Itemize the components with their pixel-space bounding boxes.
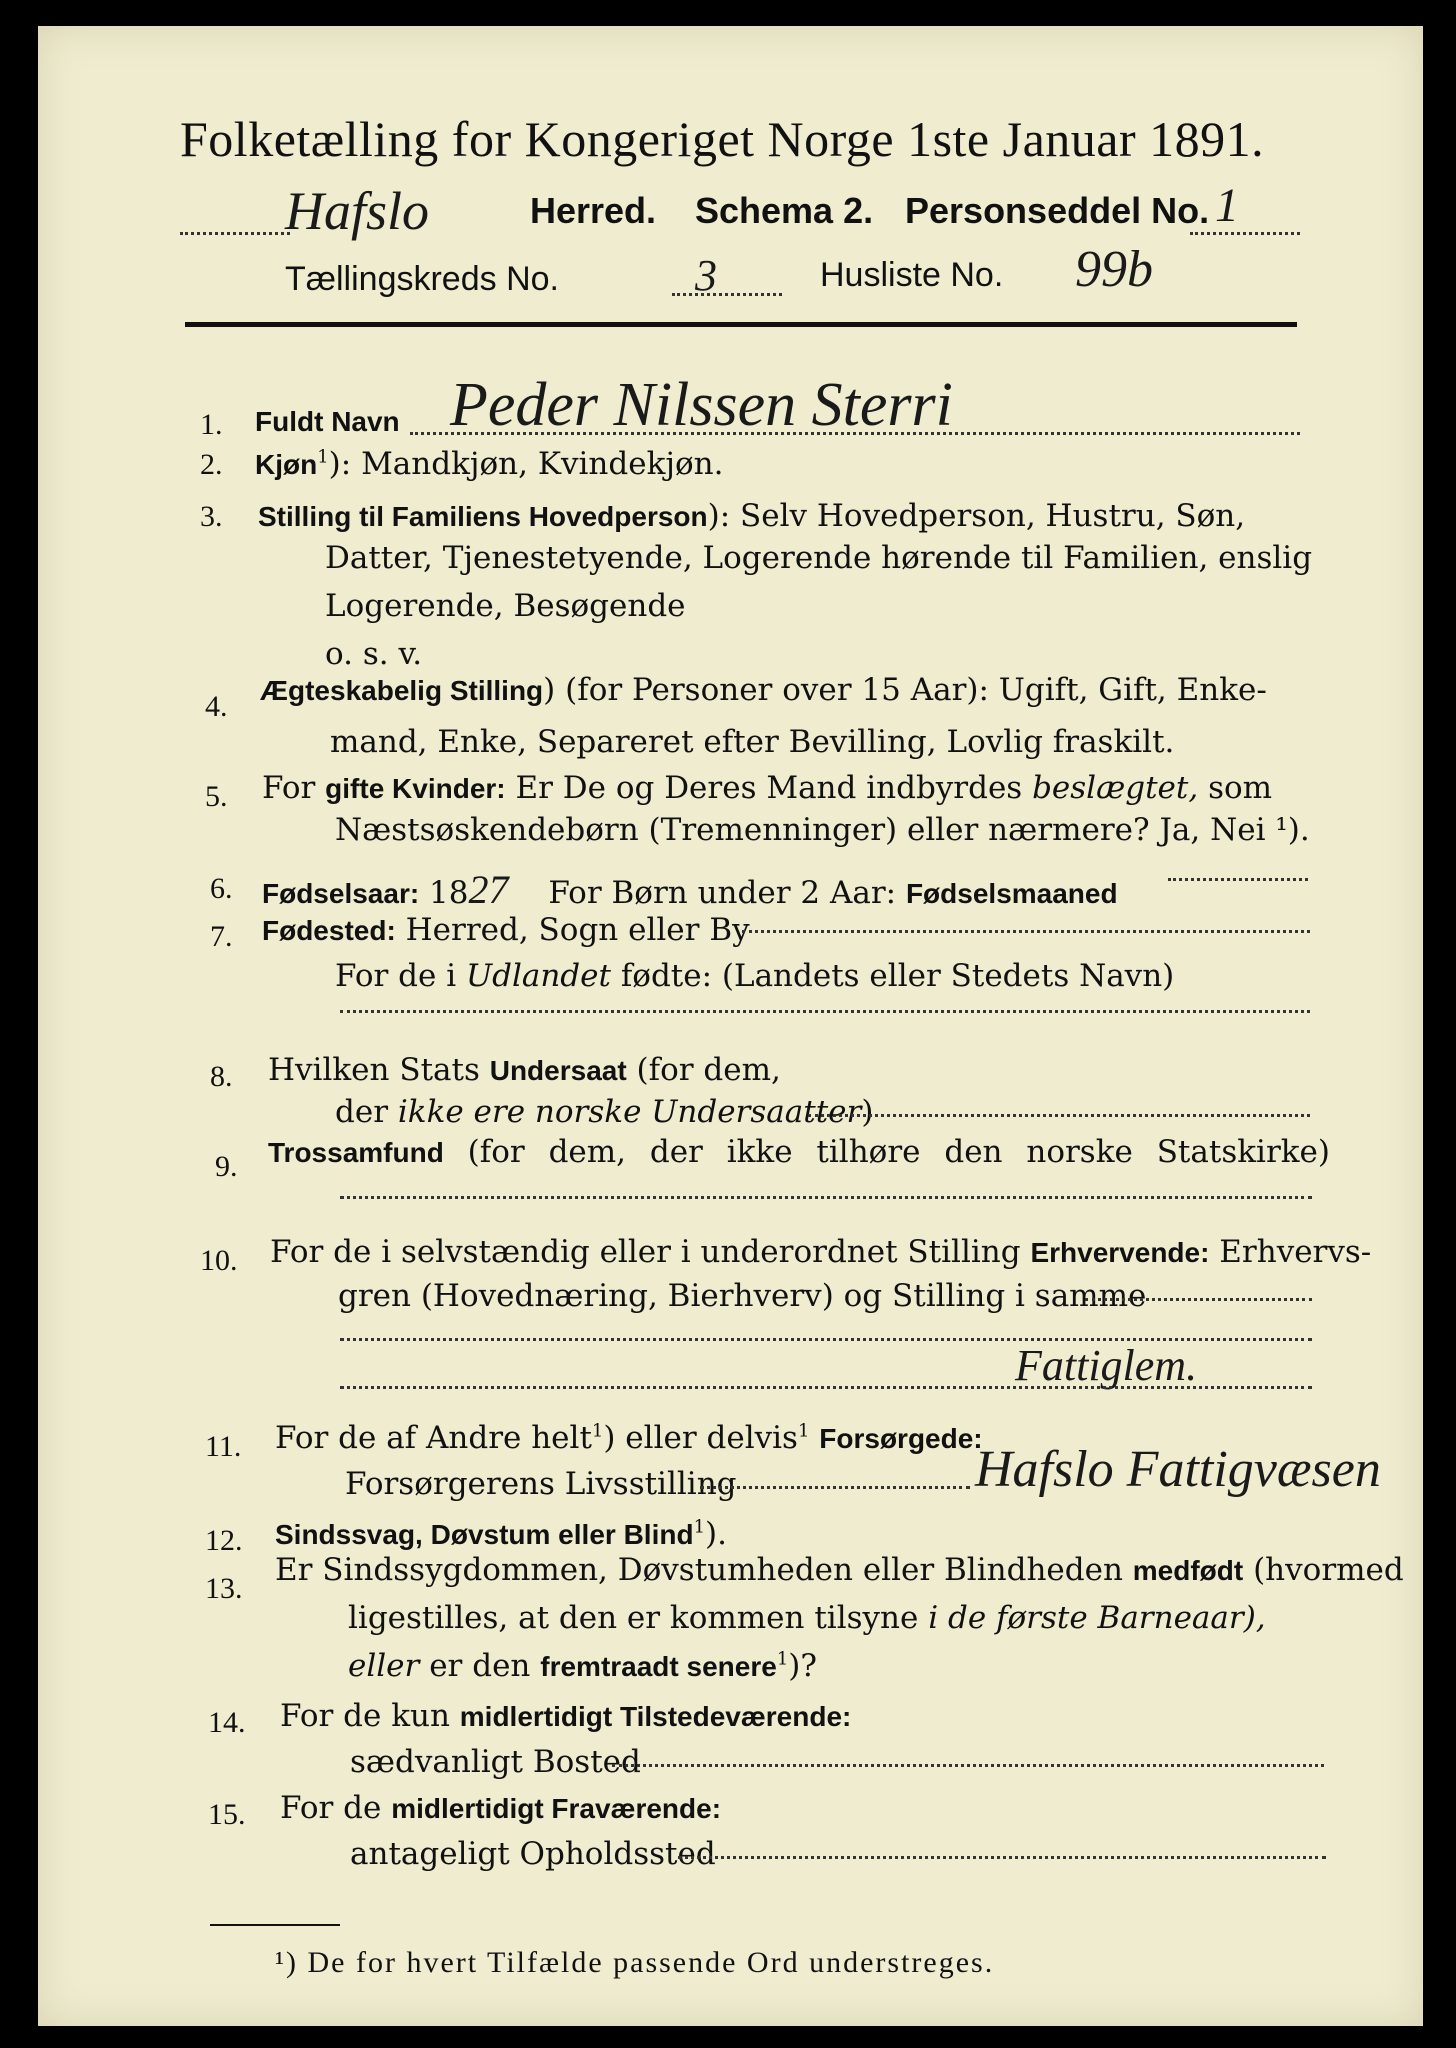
q4-label: Ægteskabelig Stilling: [260, 675, 544, 706]
q9-number: 9.: [215, 1150, 238, 1183]
personseddel-handwritten: 1: [1215, 179, 1239, 232]
q14-number: 14.: [208, 1706, 246, 1739]
q13-text2b: i de første Barneaar),: [928, 1600, 1266, 1636]
q10-text1: For de i selvstændig eller i underordnet Stilling: [270, 1234, 1021, 1270]
q3-label: Stilling til Familiens Hovedperson: [258, 501, 708, 532]
q2-text: ): Mandkjøn, Kvindekjøn.: [328, 446, 724, 482]
q4-line1: [260, 672, 1267, 708]
q7-line2: [335, 958, 1174, 994]
q13-text3c: )?: [788, 1648, 817, 1684]
q7-dotline: [742, 930, 1310, 933]
footnote: ¹) De for hvert Tilfælde passende Ord understreges.: [275, 1946, 995, 1979]
kreds-label: Tællingskreds No.: [285, 260, 559, 298]
kreds-handwritten: 3: [695, 251, 717, 300]
q14-line2: sædvanligt Bosted: [350, 1744, 641, 1780]
q2-label: Kjøn: [255, 449, 318, 480]
q13-line1: [275, 1552, 1404, 1588]
q14-label: midlertidigt Tilstedeværende:: [459, 1701, 852, 1732]
q3-line1: [258, 498, 1245, 534]
q13-text3b: er den: [429, 1648, 531, 1684]
q10-line2: gren (Hovednæring, Bierhverv) og Stilling i samme: [338, 1278, 1147, 1314]
q8-text2c: ): [861, 1094, 874, 1130]
q13-label3: fremtraadt senere: [540, 1651, 777, 1682]
q8-text1b: (for dem,: [636, 1052, 781, 1088]
q10-line1: [270, 1234, 1371, 1270]
q6-label2: Fødselsmaaned: [905, 878, 1118, 909]
q5-text1a: Er De og Deres Mand indbyrdes: [515, 770, 1023, 806]
q7-text2a: For de i: [335, 958, 457, 994]
herred-handwritten: Hafslo: [285, 181, 430, 241]
q8-dotline: [808, 1114, 1310, 1117]
q3-text1: ): Selv Hovedperson, Hustru, Søn,: [707, 498, 1246, 534]
q10-handwritten: Fattiglem.: [1015, 1341, 1198, 1390]
q5-label: gifte Kvinder:: [325, 773, 506, 804]
q11-text1b: ) eller delvis: [603, 1420, 798, 1456]
personseddel-dotline: [1190, 232, 1300, 235]
q6-line: [262, 866, 1118, 913]
q11-dotline: [700, 1486, 970, 1489]
q15-line2: antageligt Opholdssted: [350, 1836, 716, 1872]
q5-pre: For: [262, 770, 316, 806]
q8-text2a: der: [335, 1094, 389, 1130]
q12-line: Sindssvag, Døvstum eller Blind$^1$).: [275, 1516, 727, 1552]
q8-line1: [268, 1052, 781, 1088]
q6-text: For Børn under 2 Aar:: [548, 875, 897, 911]
q2-sup: 1: [317, 446, 329, 468]
q9-line: [268, 1134, 1330, 1170]
q15-line1: [280, 1790, 721, 1826]
q5-text1c: som: [1208, 770, 1273, 806]
q8-number: 8.: [210, 1060, 233, 1093]
q3-line4: o. s. v.: [325, 636, 423, 672]
q3-line3: Logerende, Besøgende: [325, 588, 686, 624]
q11-text1: For de af Andre helt: [275, 1420, 592, 1456]
q14-dotline: [612, 1764, 1324, 1767]
q4-text1: ) (for Personer over 15 Aar): Ugift, Gift, Enke-: [543, 672, 1267, 708]
q10-number: 10.: [200, 1244, 238, 1277]
q13-text1a: Er Sindssygdommen, Døvstumheden eller Blindheden: [275, 1552, 1123, 1588]
q1-number: 1.: [200, 408, 223, 441]
q11-line1: For de af Andre helt$^1$) eller delvis$^1$ Forsørgede:: [275, 1420, 983, 1456]
q13-line2: [348, 1600, 1266, 1636]
q13-number: 13.: [205, 1572, 243, 1605]
q11-number: 11.: [205, 1430, 242, 1463]
q11-handwritten: Hafslo Fattigvæsen: [975, 1441, 1381, 1498]
kreds-dotline: [672, 293, 782, 296]
q6-dotline: [1168, 878, 1308, 881]
q5-number: 5.: [205, 780, 228, 813]
q4-number: 4.: [205, 690, 228, 723]
personseddel-label: Personseddel No.: [905, 190, 1210, 231]
q7-blank-line: [340, 1010, 1310, 1013]
q13-text1b: (hvormed: [1253, 1552, 1404, 1588]
q15-number: 15.: [208, 1798, 246, 1831]
q14-line1: [280, 1698, 851, 1734]
q2-number: 2.: [200, 448, 223, 481]
q1-handwritten-name: Peder Nilssen Sterri: [450, 371, 953, 439]
q7-line1: [262, 912, 750, 948]
q13-text3a: eller: [348, 1648, 420, 1684]
q7-text2b: Udlandet: [465, 958, 611, 994]
q5-line1: [262, 770, 1272, 806]
q3-line2: Datter, Tjenestetyende, Logerende hørende til Familien, enslig: [325, 540, 1313, 576]
q7-number: 7.: [210, 920, 233, 953]
q1-label: Fuldt Navn: [255, 406, 400, 437]
q15-label: midlertidigt Fraværende:: [391, 1793, 722, 1824]
q5-text1b: beslægtet,: [1032, 770, 1199, 806]
q10-blank-line2: [340, 1386, 1312, 1389]
q15-pre: For de: [280, 1790, 382, 1826]
q8-text1a: Hvilken Stats: [268, 1052, 480, 1088]
husliste-label: Husliste No.: [820, 256, 1004, 294]
q15-dotline: [678, 1856, 1326, 1859]
q7-text1: Herred, Sogn eller By: [405, 912, 750, 948]
husliste-handwritten: 99b: [1075, 241, 1153, 298]
q13-text2a: ligestilles, at den er kommen tilsyne: [348, 1600, 919, 1636]
q4-line2: mand, Enke, Separeret efter Bevilling, Lovlig fraskilt.: [330, 724, 1175, 760]
header-rule: [185, 322, 1297, 327]
q12-text: ).: [705, 1516, 727, 1552]
q8-line2: [335, 1094, 873, 1130]
q5-line2: Næstsøskendebørn (Tremenninger) eller nærmere? Ja, Nei ¹).: [335, 812, 1310, 848]
q2-line: [255, 446, 723, 482]
q11-line2: Forsørgerens Livsstilling: [345, 1466, 737, 1502]
q6-label: Fødselsaar:: [262, 878, 420, 909]
q3-number: 3.: [200, 500, 223, 533]
q10-label: Erhvervende:: [1030, 1237, 1210, 1268]
schema-label: Schema 2.: [695, 190, 874, 231]
q12-label: Sindssvag, Døvstum eller Blind: [275, 1519, 694, 1550]
q6-number: 6.: [210, 872, 233, 905]
footnote-rule: [210, 1924, 340, 1926]
herred-label: Herred.: [530, 190, 657, 231]
q13-line3: eller er den fremtraadt senere$^1$)?: [348, 1648, 817, 1684]
q8-label: Undersaat: [489, 1055, 627, 1086]
herred-dotline: [180, 232, 290, 235]
q7-label: Fødested:: [262, 915, 396, 946]
form-title: Folketælling for Kongeriget Norge 1ste Januar 1891.: [180, 111, 1265, 167]
q14-pre: For de kun: [280, 1698, 450, 1734]
q12-number: 12.: [205, 1524, 243, 1557]
q6-year-handwritten: 27: [468, 867, 509, 912]
q10-text1b: Erhvervs-: [1219, 1234, 1372, 1270]
q6-year-prefix: 18: [429, 875, 469, 911]
q7-text2c: fødte: (Landets eller Stedets Navn): [620, 958, 1175, 994]
q9-label: Trossamfund: [268, 1137, 444, 1168]
q9-text: (for dem, der ikke tilhøre den norske Statskirke): [467, 1134, 1330, 1170]
q9-blank-line: [340, 1196, 1312, 1199]
q8-text2b: ikke ere norske Undersaatter: [397, 1094, 862, 1130]
q10-dotline: [1085, 1298, 1312, 1301]
q13-label: medfødt: [1132, 1555, 1244, 1586]
q11-label: Forsørgede:: [819, 1423, 983, 1454]
